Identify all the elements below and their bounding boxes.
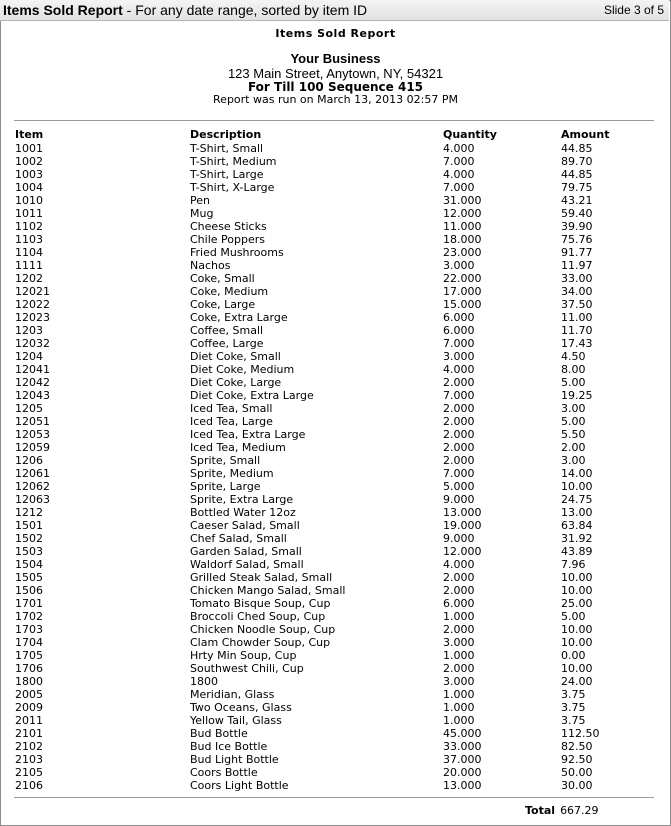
business-name: Your Business	[290, 51, 381, 66]
cell-description: Coors Light Bottle	[190, 779, 289, 792]
cell-amount: 10.00	[561, 480, 593, 493]
cell-amount: 13.00	[561, 506, 593, 519]
table-row	[0, 467, 671, 480]
cell-item: 2102	[15, 740, 43, 753]
cell-quantity: 1.000	[443, 714, 475, 727]
cell-item: 12021	[15, 285, 50, 298]
cell-item: 12041	[15, 363, 50, 376]
cell-quantity: 4.000	[443, 558, 475, 571]
cell-quantity: 2.000	[443, 441, 475, 454]
table-row	[0, 636, 671, 649]
cell-amount: 5.00	[561, 376, 586, 389]
cell-amount: 5.50	[561, 428, 586, 441]
cell-amount: 89.70	[561, 155, 593, 168]
table-row	[0, 324, 671, 337]
cell-quantity: 19.000	[443, 519, 482, 532]
table-row	[0, 714, 671, 727]
cell-item: 1504	[15, 558, 43, 571]
table-row	[0, 168, 671, 181]
cell-quantity: 11.000	[443, 220, 482, 233]
cell-item: 1501	[15, 519, 43, 532]
cell-description: 1800	[190, 675, 218, 688]
cell-description: T-Shirt, Large	[190, 168, 264, 181]
cell-amount: 24.00	[561, 675, 593, 688]
cell-amount: 3.00	[561, 454, 586, 467]
table-row	[0, 454, 671, 467]
cell-description: Chef Salad, Small	[190, 532, 287, 545]
cell-amount: 5.00	[561, 415, 586, 428]
cell-amount: 10.00	[561, 623, 593, 636]
cell-quantity: 1.000	[443, 649, 475, 662]
cell-amount: 79.75	[561, 181, 593, 194]
cell-item: 2009	[15, 701, 43, 714]
cell-item: 1003	[15, 168, 43, 181]
cell-item: 12061	[15, 467, 50, 480]
cell-amount: 24.75	[561, 493, 593, 506]
cell-amount: 34.00	[561, 285, 593, 298]
till-sequence: For Till 100 Sequence 415	[247, 80, 424, 94]
cell-amount: 82.50	[561, 740, 593, 753]
cell-quantity: 2.000	[443, 571, 475, 584]
cell-description: Coke, Extra Large	[190, 311, 288, 324]
cell-amount: 3.75	[561, 714, 586, 727]
cell-amount: 3.75	[561, 701, 586, 714]
cell-amount: 33.00	[561, 272, 593, 285]
cell-description: Chicken Noodle Soup, Cup	[190, 623, 336, 636]
cell-description: Sprite, Small	[190, 454, 261, 467]
table-row	[0, 259, 671, 272]
cell-quantity: 18.000	[443, 233, 482, 246]
cell-quantity: 7.000	[443, 337, 475, 350]
cell-item: 1701	[15, 597, 43, 610]
cell-description: Coffee, Small	[190, 324, 264, 337]
cell-amount: 3.00	[561, 402, 586, 415]
table-row	[0, 220, 671, 233]
cell-description: Sprite, Extra Large	[190, 493, 294, 506]
cell-item: 12023	[15, 311, 50, 324]
cell-quantity: 12.000	[443, 207, 482, 220]
table-row	[0, 415, 671, 428]
table-row	[0, 233, 671, 246]
cell-description: Two Oceans, Glass	[190, 701, 292, 714]
cell-quantity: 20.000	[443, 766, 482, 779]
cell-description: Waldorf Salad, Small	[190, 558, 304, 571]
cell-amount: 44.85	[561, 142, 593, 155]
cell-description: T-Shirt, Medium	[190, 155, 277, 168]
cell-item: 1205	[15, 402, 43, 415]
cell-quantity: 6.000	[443, 324, 475, 337]
cell-item: 1706	[15, 662, 43, 675]
cell-amount: 11.70	[561, 324, 593, 337]
cell-item: 1002	[15, 155, 43, 168]
cell-item: 1702	[15, 610, 43, 623]
cell-description: Sprite, Large	[190, 480, 261, 493]
cell-amount: 11.97	[561, 259, 593, 272]
cell-description: Meridian, Glass	[190, 688, 275, 701]
cell-description: Diet Coke, Small	[190, 350, 281, 363]
cell-amount: 44.85	[561, 168, 593, 181]
cell-item: 1204	[15, 350, 43, 363]
cell-amount: 75.76	[561, 233, 593, 246]
cell-description: Coors Bottle	[190, 766, 258, 779]
cell-amount: 19.25	[561, 389, 593, 402]
slide-title-subtitle: - For any date range, sorted by item ID	[122, 2, 368, 18]
cell-quantity: 37.000	[443, 753, 482, 766]
cell-item: 1111	[15, 259, 43, 272]
table-row	[0, 311, 671, 324]
cell-item: 2101	[15, 727, 43, 740]
cell-item: 1704	[15, 636, 43, 649]
cell-amount: 11.00	[561, 311, 593, 324]
report-run-date: Report was run on March 13, 2013 02:57 PM	[213, 93, 458, 106]
cell-quantity: 3.000	[443, 259, 475, 272]
cell-description: Bud Light Bottle	[190, 753, 279, 766]
total-value: 667.29	[560, 804, 599, 817]
cell-quantity: 2.000	[443, 402, 475, 415]
cell-amount: 43.89	[561, 545, 593, 558]
table-row	[0, 155, 671, 168]
cell-quantity: 23.000	[443, 246, 482, 259]
cell-item: 1004	[15, 181, 43, 194]
cell-quantity: 3.000	[443, 675, 475, 688]
table-row	[0, 480, 671, 493]
cell-description: Coffee, Large	[190, 337, 264, 350]
table-row	[0, 402, 671, 415]
table-row	[0, 597, 671, 610]
cell-item: 1212	[15, 506, 43, 519]
table-row	[0, 701, 671, 714]
cell-item: 12059	[15, 441, 50, 454]
cell-description: Sprite, Medium	[190, 467, 274, 480]
cell-amount: 17.43	[561, 337, 593, 350]
table-row	[0, 766, 671, 779]
cell-quantity: 4.000	[443, 142, 475, 155]
cell-description: Pen	[190, 194, 210, 207]
cell-description: Iced Tea, Medium	[190, 441, 286, 454]
cell-description: Mug	[190, 207, 214, 220]
cell-description: Diet Coke, Large	[190, 376, 282, 389]
cell-item: 1503	[15, 545, 43, 558]
cell-quantity: 2.000	[443, 584, 475, 597]
report-title: Items Sold Report	[275, 27, 396, 40]
table-row	[0, 649, 671, 662]
cell-item: 12063	[15, 493, 50, 506]
cell-quantity: 1.000	[443, 688, 475, 701]
cell-item: 2011	[15, 714, 43, 727]
cell-description: Clam Chowder Soup, Cup	[190, 636, 331, 649]
cell-item: 1102	[15, 220, 43, 233]
cell-quantity: 5.000	[443, 480, 475, 493]
table-row	[0, 337, 671, 350]
cell-quantity: 1.000	[443, 610, 475, 623]
cell-description: Tomato Bisque Soup, Cup	[190, 597, 331, 610]
table-row	[0, 376, 671, 389]
table-row	[0, 740, 671, 753]
table-body	[0, 142, 671, 792]
cell-amount: 10.00	[561, 636, 593, 649]
cell-item: 12051	[15, 415, 50, 428]
table-row	[0, 428, 671, 441]
cell-amount: 30.00	[561, 779, 593, 792]
cell-description: Grilled Steak Salad, Small	[190, 571, 333, 584]
slide-title-bold: Items Sold Report	[3, 2, 123, 18]
cell-quantity: 12.000	[443, 545, 482, 558]
cell-item: 12042	[15, 376, 50, 389]
cell-description: Coke, Large	[190, 298, 256, 311]
cell-item: 1505	[15, 571, 43, 584]
cell-quantity: 13.000	[443, 779, 482, 792]
cell-description: Yellow Tail, Glass	[190, 714, 282, 727]
cell-description: Diet Coke, Extra Large	[190, 389, 314, 402]
cell-description: Iced Tea, Small	[190, 402, 273, 415]
cell-item: 1010	[15, 194, 43, 207]
cell-item: 1203	[15, 324, 43, 337]
cell-quantity: 4.000	[443, 363, 475, 376]
table-row	[0, 753, 671, 766]
business-address: 123 Main Street, Anytown, NY, 54321	[227, 66, 444, 81]
cell-quantity: 9.000	[443, 493, 475, 506]
cell-amount: 25.00	[561, 597, 593, 610]
cell-amount: 92.50	[561, 753, 593, 766]
cell-item: 1800	[15, 675, 43, 688]
cell-description: Bottled Water 12oz	[190, 506, 296, 519]
cell-amount: 0.00	[561, 649, 586, 662]
cell-description: Chicken Mango Salad, Small	[190, 584, 346, 597]
cell-amount: 39.90	[561, 220, 593, 233]
cell-quantity: 6.000	[443, 311, 475, 324]
cell-quantity: 2.000	[443, 662, 475, 675]
cell-quantity: 45.000	[443, 727, 482, 740]
cell-description: Coke, Small	[190, 272, 255, 285]
cell-amount: 112.50	[561, 727, 600, 740]
cell-description: Hrty Min Soup, Cup	[190, 649, 297, 662]
table-row	[0, 727, 671, 740]
cell-description: Chile Poppers	[190, 233, 265, 246]
cell-description: Diet Coke, Medium	[190, 363, 295, 376]
column-header-description: Description	[190, 128, 262, 141]
cell-quantity: 2.000	[443, 415, 475, 428]
cell-description: T-Shirt, X-Large	[190, 181, 275, 194]
table-row	[0, 571, 671, 584]
cell-item: 2105	[15, 766, 43, 779]
cell-amount: 2.00	[561, 441, 586, 454]
cell-amount: 7.96	[561, 558, 586, 571]
cell-quantity: 2.000	[443, 376, 475, 389]
cell-amount: 37.50	[561, 298, 593, 311]
cell-amount: 8.00	[561, 363, 586, 376]
cell-quantity: 2.000	[443, 428, 475, 441]
cell-item: 1011	[15, 207, 43, 220]
cell-quantity: 31.000	[443, 194, 482, 207]
header-divider	[14, 120, 654, 121]
table-row	[0, 207, 671, 220]
cell-amount: 43.21	[561, 194, 593, 207]
cell-quantity: 6.000	[443, 597, 475, 610]
table-row	[0, 441, 671, 454]
cell-item: 1703	[15, 623, 43, 636]
table-row	[0, 285, 671, 298]
cell-quantity: 1.000	[443, 701, 475, 714]
table-row	[0, 584, 671, 597]
cell-description: Broccoli Ched Soup, Cup	[190, 610, 326, 623]
slide-title-bar	[0, 0, 669, 21]
table-row	[0, 350, 671, 363]
table-row	[0, 389, 671, 402]
cell-item: 1502	[15, 532, 43, 545]
cell-description: Nachos	[190, 259, 231, 272]
cell-item: 1103	[15, 233, 43, 246]
cell-quantity: 33.000	[443, 740, 482, 753]
table-row	[0, 142, 671, 155]
table-row	[0, 610, 671, 623]
table-row	[0, 506, 671, 519]
cell-description: Fried Mushrooms	[190, 246, 284, 259]
cell-description: Iced Tea, Extra Large	[190, 428, 306, 441]
cell-description: T-Shirt, Small	[190, 142, 264, 155]
table-row	[0, 662, 671, 675]
cell-item: 12022	[15, 298, 50, 311]
cell-item: 12032	[15, 337, 50, 350]
cell-description: Coke, Medium	[190, 285, 269, 298]
table-header	[0, 128, 671, 142]
cell-description: Southwest Chili, Cup	[190, 662, 304, 675]
cell-amount: 63.84	[561, 519, 593, 532]
cell-amount: 3.75	[561, 688, 586, 701]
cell-quantity: 7.000	[443, 155, 475, 168]
cell-quantity: 7.000	[443, 389, 475, 402]
cell-description: Bud Ice Bottle	[190, 740, 268, 753]
table-row	[0, 688, 671, 701]
footer-divider	[14, 797, 654, 798]
cell-quantity: 3.000	[443, 636, 475, 649]
table-row	[0, 558, 671, 571]
cell-quantity: 17.000	[443, 285, 482, 298]
table-row	[0, 298, 671, 311]
cell-quantity: 7.000	[443, 467, 475, 480]
cell-quantity: 15.000	[443, 298, 482, 311]
cell-amount: 59.40	[561, 207, 593, 220]
cell-quantity: 2.000	[443, 623, 475, 636]
table-row	[0, 194, 671, 207]
cell-quantity: 4.000	[443, 168, 475, 181]
cell-description: Cheese Sticks	[190, 220, 267, 233]
cell-amount: 10.00	[561, 662, 593, 675]
cell-quantity: 7.000	[443, 181, 475, 194]
table-row	[0, 545, 671, 558]
cell-item: 1506	[15, 584, 43, 597]
cell-quantity: 22.000	[443, 272, 482, 285]
table-row	[0, 493, 671, 506]
cell-amount: 31.92	[561, 532, 593, 545]
table-row	[0, 532, 671, 545]
cell-amount: 10.00	[561, 571, 593, 584]
cell-quantity: 2.000	[443, 454, 475, 467]
column-header-item: Item	[15, 128, 44, 141]
cell-amount: 91.77	[561, 246, 593, 259]
cell-description: Garden Salad, Small	[190, 545, 302, 558]
cell-item: 12053	[15, 428, 50, 441]
cell-item: 12062	[15, 480, 50, 493]
table-row	[0, 623, 671, 636]
cell-item: 1001	[15, 142, 43, 155]
cell-item: 1104	[15, 246, 43, 259]
slide-title	[3, 2, 367, 18]
table-row	[0, 246, 671, 259]
table-row	[0, 272, 671, 285]
table-row	[0, 675, 671, 688]
cell-quantity: 13.000	[443, 506, 482, 519]
cell-item: 12043	[15, 389, 50, 402]
cell-amount: 10.00	[561, 584, 593, 597]
column-header-quantity: Quantity	[443, 128, 497, 141]
cell-item: 2106	[15, 779, 43, 792]
cell-amount: 4.50	[561, 350, 586, 363]
total-label: Total	[525, 804, 556, 817]
cell-description: Caeser Salad, Small	[190, 519, 300, 532]
cell-item: 1202	[15, 272, 43, 285]
cell-amount: 50.00	[561, 766, 593, 779]
table-row	[0, 363, 671, 376]
cell-quantity: 9.000	[443, 532, 475, 545]
table-row	[0, 779, 671, 792]
cell-item: 2103	[15, 753, 43, 766]
cell-description: Bud Bottle	[190, 727, 248, 740]
slide-counter: Slide 3 of 5	[603, 3, 664, 17]
cell-description: Iced Tea, Large	[190, 415, 273, 428]
table-row	[0, 519, 671, 532]
cell-item: 2005	[15, 688, 43, 701]
cell-quantity: 3.000	[443, 350, 475, 363]
report-total	[525, 804, 599, 817]
column-header-amount: Amount	[561, 128, 610, 141]
cell-item: 1206	[15, 454, 43, 467]
table-row	[0, 181, 671, 194]
cell-amount: 5.00	[561, 610, 586, 623]
cell-item: 1705	[15, 649, 43, 662]
cell-amount: 14.00	[561, 467, 593, 480]
